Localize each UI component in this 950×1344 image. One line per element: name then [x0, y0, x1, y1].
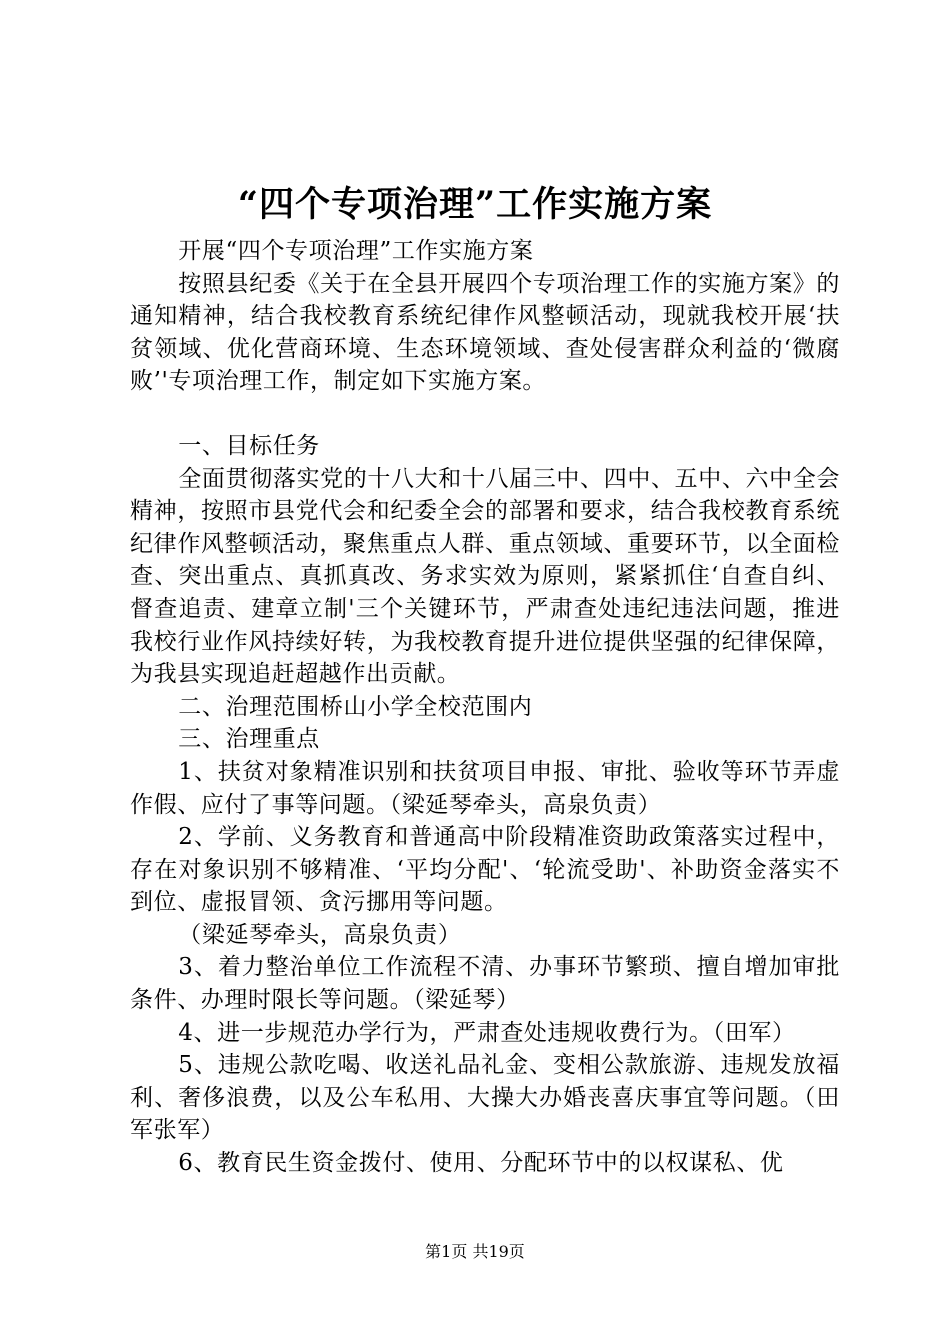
- focus-item-5: 5、违规公款吃喝、收送礼品礼金、变相公款旅游、违规发放福利、奢侈浪费，以及公车私用、大操大办婚丧喜庆事宜等问题。（田军张军）: [130, 1052, 840, 1144]
- focus-item-2: 2、学前、义务教育和普通高中阶段精准资助政策落实过程中，存在对象识别不够精准、‘平均分配'、‘轮流受助'、补助资金落实不到位、虚报冒领、贪污挪用等问题。: [130, 824, 840, 916]
- focus-item-2-note: （梁延琴牵头，高泉负责）: [178, 921, 462, 948]
- subtitle-paragraph: 开展“四个专项治理”工作实施方案: [178, 238, 534, 264]
- section-heading-goals: 一、目标任务: [178, 432, 320, 459]
- focus-item-3: 3、着力整治单位工作流程不清、办事环节繁琐、擅自增加审批条件、办理时限长等问题。（梁延琴）: [130, 954, 840, 1014]
- focus-item-4: 4、进一步规范办学行为，严肃查处违规收费行为。（田军）: [178, 1019, 796, 1046]
- paragraph-gap: [130, 398, 840, 430]
- focus-item-6: 6、教育民生资金拨付、使用、分配环节中的以权谋私、优: [178, 1150, 784, 1177]
- page-title: “四个专项治理”工作实施方案: [237, 184, 713, 225]
- page-footer: 第1页 共19页: [425, 1242, 525, 1261]
- section-heading-scope: 二、治理范围桥山小学全校范围内: [178, 693, 533, 720]
- section-heading-focus: 三、治理重点: [178, 726, 320, 753]
- intro-paragraph: 按照县纪委《关于在全县开展四个专项治理工作的实施方案》的通知精神，结合我校教育系统纪律作风整顿活动，现就我校开展‘扶贫领域、优化营商环境、生态环境领域、查处侵害群众利益的‘微腐败’'专项治理工作，制定如下实施方案。: [130, 270, 840, 395]
- document-body: [130, 235, 840, 1180]
- goals-paragraph: 全面贯彻落实党的十八大和十八届三中、四中、五中、六中全会精神，按照市县党代会和纪委全会的部署和要求，结合我校教育系统纪律作风整顿活动，聚焦重点人群、重点领域、重要环节，以全面检查、突出重点、真抓真改、务求实效为原则，紧紧抓住‘自查自纠、督查追责、建章立制'三个关键环节，严肃查处违纪违法问题，推进我校行业作风持续好转，为我校教育提升进位提供坚强的纪律保障，为我县实现追赶超越作出贡献。: [130, 465, 840, 688]
- focus-item-1: 1、扶贫对象精准识别和扶贫项目申报、审批、验收等环节弄虚作假、应付了事等问题。（梁延琴牵头，高泉负责）: [130, 758, 840, 818]
